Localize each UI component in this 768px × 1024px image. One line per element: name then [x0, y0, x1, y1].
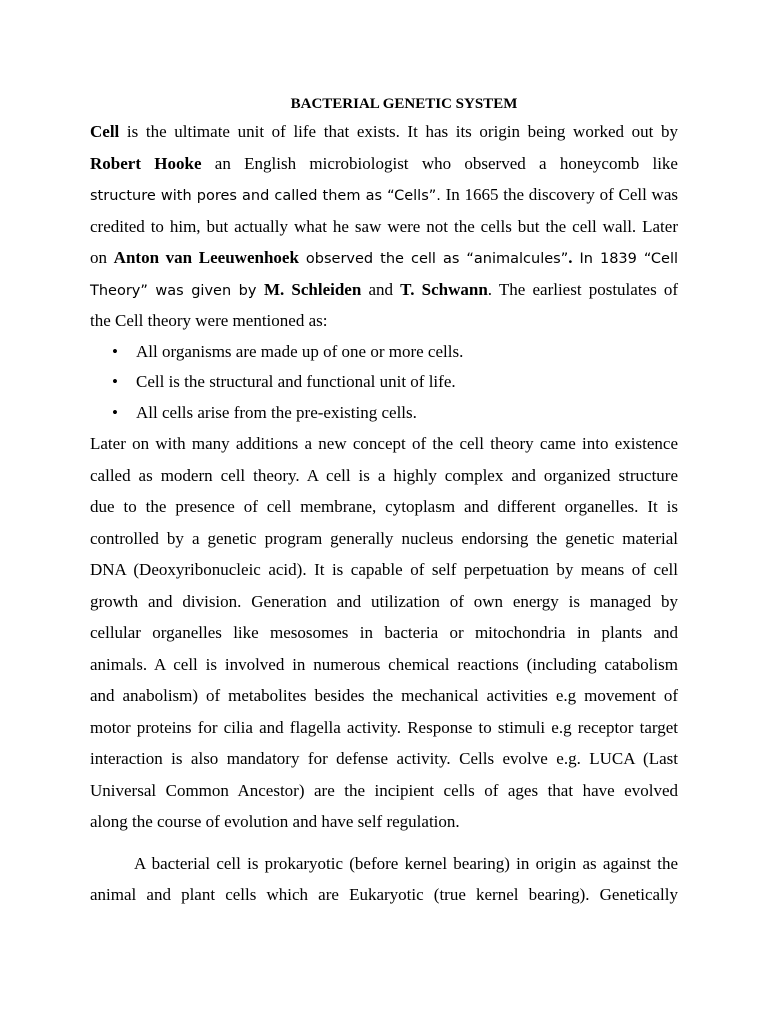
text-line [90, 242, 678, 274]
text-run: and [361, 279, 401, 299]
text-run: In 1839 “Cell [572, 251, 679, 267]
name-schwann: T. Schwann [400, 279, 488, 299]
text-run: In 1665 the discovery of Cell was [440, 185, 678, 204]
document-title: BACTERIAL GENETIC SYSTEM [290, 96, 518, 112]
text-line: A bacterial cell is prokaryotic (before kernel bearing) in origin as against the [134, 853, 678, 873]
text-line: controlled by a genetic program generally nucleus endorsing the genetic material [90, 528, 678, 548]
text-line: animal and plant cells which are Eukaryotic (true kernel bearing). Genetically [90, 885, 678, 904]
cell-theory-list [90, 337, 678, 429]
text-run: observed the cell as “animalcules” [298, 251, 569, 267]
text-line: due to the presence of cell membrane, cytoplasm and different organelles. It is [90, 497, 678, 516]
text-line: the Cell theory were mentioned as: [90, 311, 328, 330]
text-run: . [568, 248, 573, 267]
term-cell: Cell [90, 122, 120, 141]
text-line: called as modern cell theory. A cell is a highly complex and organized structure [90, 465, 678, 485]
name-robert-hooke: Robert Hooke [90, 153, 202, 173]
name-leeuwenhoek: Anton van Leeuwenhoek [113, 248, 299, 267]
modern-cell-theory-paragraph [90, 428, 678, 838]
text-run: Theory” was given by [90, 282, 264, 299]
list-item [90, 398, 678, 429]
name-schleiden: M. Schleiden [263, 279, 362, 299]
text-run: structure with pores and called them as “Cells”. [90, 188, 441, 204]
intro-paragraph [90, 116, 678, 337]
list-item [90, 337, 678, 368]
text-line: growth and division. Generation and utilization of own energy is managed by [90, 591, 678, 611]
text-run: . The earliest postulates of [487, 279, 679, 299]
text-line [90, 179, 678, 211]
text-line: Universal Common Ancestor) are the incipient cells of ages that have evolved [90, 780, 678, 800]
text-line: along the course of evolution and have self regulation. [90, 812, 460, 831]
text-line: Later on with many additions a new concept of the cell theory came into existence [90, 434, 678, 453]
text-line: motor proteins for cilia and flagella activity. Response to stimuli e.g receptor target [90, 717, 678, 737]
document-body [90, 92, 678, 911]
text-run: on [90, 248, 114, 267]
text-line: interaction is also mandatory for defense activity. Cells evolve e.g. LUCA (Last [90, 749, 678, 768]
text-run: an English microbiologist who observed a honeycomb like [201, 153, 678, 173]
text-line: DNA (Deoxyribonucleic acid). It is capable of self perpetuation by means of cell [90, 560, 678, 579]
list-item-text: All cells arise from the pre-existing cells. [136, 402, 417, 422]
text-line: cellular organelles like mesosomes in bacteria or mitochondria in plants and [90, 623, 678, 642]
bacterial-cell-paragraph [90, 848, 678, 911]
text-line [90, 148, 678, 180]
list-item-text: Cell is the structural and functional unit of life. [136, 372, 456, 391]
list-item [90, 367, 678, 398]
text-line [90, 116, 678, 148]
bullet-icon: • [112, 372, 118, 391]
text-run: is the ultimate unit of life that exists. It has its origin being worked out by [119, 122, 678, 141]
text-line [90, 274, 678, 306]
bullet-icon: • [112, 341, 118, 361]
text-line: animals. A cell is involved in numerous chemical reactions (including catabolism [90, 654, 678, 674]
text-line: and anabolism) of metabolites besides the mechanical activities e.g movement of [90, 686, 678, 705]
bullet-icon: • [112, 402, 118, 422]
list-item-text: All organisms are made up of one or more cells. [136, 341, 464, 361]
text-line: credited to him, but actually what he saw were not the cells but the cell wall. Later [90, 216, 678, 236]
